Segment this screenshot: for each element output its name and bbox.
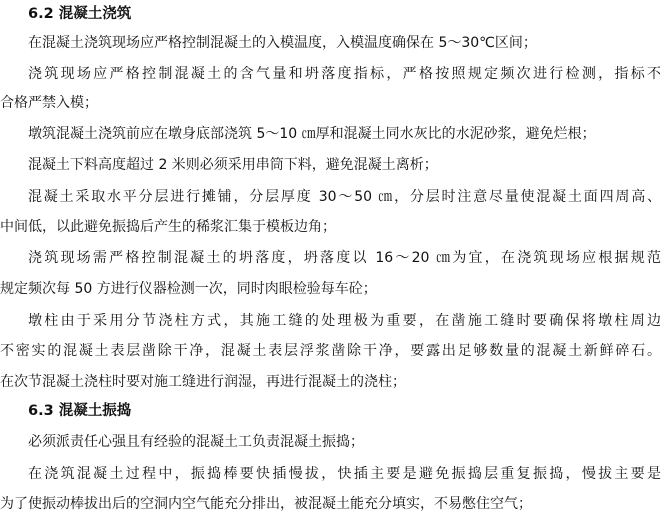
paragraph-line: 为了使振动棒拔出后的空洞内空气能充分排出，被混凝土能充分填实，不易憋住空气；	[0, 496, 532, 512]
paragraph-line: 墩筑混凝土浇筑前应在墩身底部浇筑 5～10 ㎝厚和混凝土同水灰比的水泥砂浆，避免烂根；	[28, 126, 596, 142]
paragraph-line: 不密实的混凝土表层凿除干净，混凝土表层浮浆凿除干净，要露出足够数量的混凝土新鲜碎石。	[0, 343, 661, 359]
paragraph-line: 合格严禁入模；	[0, 95, 98, 111]
section-heading-6-2: 6.2 混凝土浇筑	[28, 6, 132, 22]
paragraph-line: 在混凝土浇筑现场应严格控制混凝土的入模温度，入模温度确保在 5～30℃区间；	[28, 35, 537, 51]
paragraph-line: 混凝土下料高度超过 2 米则必须采用串筒下料，避免混凝土离析；	[28, 157, 438, 173]
section-heading-6-3: 6.3 混凝土振捣	[28, 403, 132, 419]
paragraph-line: 浇筑现场应严格控制混凝土的含气量和坍落度指标，严格按照规定频次进行检测，指标不	[28, 66, 661, 82]
paragraph-line: 墩柱由于采用分节浇柱方式，其施工缝的处理极为重要，在凿施工缝时要确保将墩柱周边	[28, 313, 661, 329]
paragraph-line: 混凝土采取水平分层进行摊铺，分层厚度 30～50 ㎝，分层时注意尽量使混凝土面四周高、	[28, 189, 661, 205]
paragraph-line: 在浇筑混凝土过程中，振捣棒要快插慢拔，快插主要是避免振捣层重复振捣，慢拔主要是	[28, 466, 661, 482]
paragraph-line: 规定频次每 50 方进行仪器检测一次，同时肉眼检验每车砼；	[0, 281, 377, 297]
paragraph-line: 浇筑现场需严格控制混凝土的坍落度，坍落度以 16～20 ㎝为宜，在浇筑现场应根据规范	[28, 250, 661, 266]
paragraph-line: 中间低，以此避免振捣后产生的稀浆汇集于模板边角；	[0, 219, 336, 235]
paragraph-line: 在次节混凝土浇柱时要对施工缝进行润湿，再进行混凝土的浇柱；	[0, 374, 406, 390]
paragraph-line: 必须派责任心强且有经验的混凝土工负责混凝土振捣；	[28, 434, 364, 450]
